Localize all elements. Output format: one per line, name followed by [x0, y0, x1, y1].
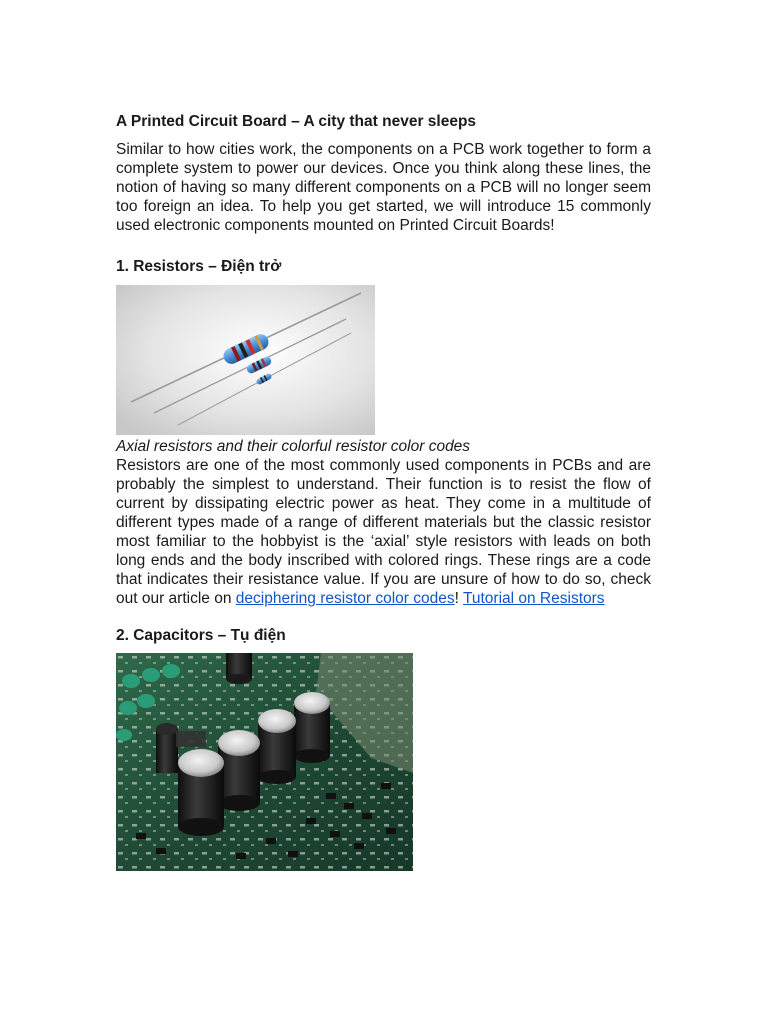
resistors-caption: Axial resistors and their colorful resistor color codes — [116, 438, 471, 455]
capacitors-heading: 2. Capacitors – Tụ điện — [116, 627, 286, 644]
capacitors-image — [116, 653, 651, 871]
deciphering-color-codes-link[interactable]: deciphering resistor color codes — [235, 590, 455, 607]
link-separator: ! — [454, 590, 459, 607]
article-title: A Printed Circuit Board – A city that never sleeps — [116, 113, 477, 130]
document-page — [116, 112, 651, 871]
resistors-body-text: Resistors are one of the most commonly used components in PCBs and are probably the simplest to understand. Their function is to resist the flow of current by dissipating electric power as heat. They come in a multitude of different types made of a range of different materials but the classic resistor most familiar to the hobbyist is the ‘axial’ style resistors with leads on both long ends and the body inscribed with colored rings. These rings are a code that indicates their resistance value. If you are unsure of how to do so, check out our article on — [116, 457, 651, 607]
resistors-paragraph — [116, 456, 651, 608]
intro-paragraph: Similar to how cities work, the components on a PCB work together to form a complete system to power our devices. Once you think along these lines, the notion of having so many different components on a PCB will no longer seem too foreign an idea. To help you get started, we will introduce 15 commonly used electronic components mounted on Printed Circuit Boards! — [116, 141, 651, 234]
resistors-heading: 1. Resistors – Điện trở — [116, 258, 282, 275]
resistors-image — [116, 285, 651, 435]
tutorial-resistors-link[interactable]: Tutorial on Resistors — [462, 590, 605, 607]
